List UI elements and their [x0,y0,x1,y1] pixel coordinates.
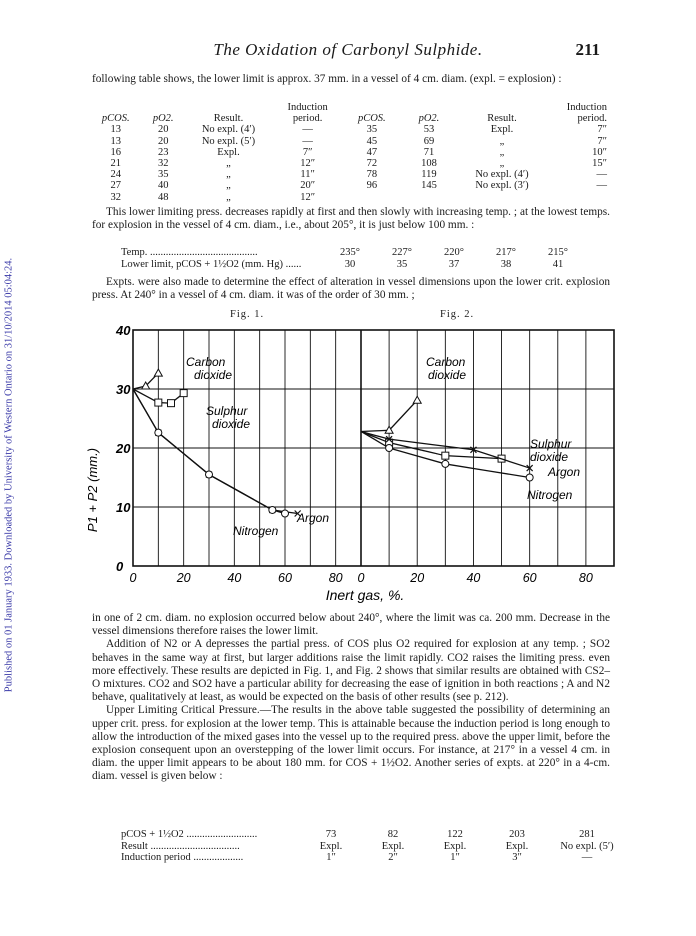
x-tick-label: 20 [410,571,425,585]
table-cell: 53 [423,124,435,136]
fig2-argon-label: Argon [548,465,581,479]
table-cell: 27 [110,180,122,192]
table-cell: 108 [421,158,437,170]
col-induction-left: Induction period. [287,102,328,125]
table-cell: „ [226,191,231,203]
table-cell: 45 [366,135,378,147]
temp-paragraph [92,206,610,232]
table-cell: — [596,169,607,181]
page-number: 211 [575,40,600,59]
table-cell: — [302,124,313,136]
limit-value: 37 [448,259,460,270]
result-row-label: Result .................................. [121,840,240,852]
temp-row-label: Temp. ......................................... [121,247,258,258]
upper-limit-table [118,829,626,864]
result-value: Expl. [381,840,405,852]
col-result-right: Result. [487,113,517,125]
col-po2-left: pO2. [152,113,174,125]
table-cell: 20″ [300,180,316,192]
discussion-text-2: Addition of N2 or A depresses the partial press. of COS plus O2 required for explosion at any temp. ; SO2 behaves in the same way at first, but larger additions raise the limit rapidly. CO2 raises the limiting press. even more effectively. These results are depicted in Fig. 1, and Fig. 2 shows that similar results are obtained with CS2–O mixtures. CO2 and SO2 have a particular ability for decreasing the ease of ignition in both reactions ; A and N2 behave, qualitatively at least, as would be expected on the basis of other results (see p. 212). [92,638,610,704]
limit-row [118,259,584,271]
fig1-nitrogen-point [155,429,162,436]
fig2-nitrogen-point [386,445,393,452]
fig1-argon-label: Argon [297,511,330,525]
table-cell: 35 [157,169,169,181]
table-cell [399,192,460,203]
x-tick-label: 0 [129,571,137,585]
x-tick-label: 60 [278,571,292,585]
fig1-sulphur-dioxide-point [168,400,175,407]
table-cell: No expl. (3′) [475,180,529,192]
temp-value: 215° [548,247,568,258]
fig2-nitrogen-point [442,460,449,467]
table-row [92,169,610,180]
fig1-so2-label-2: dioxide [212,417,251,431]
y-tick-label: 10 [116,500,131,515]
fig1-nitrogen-point [269,506,276,513]
table-row [92,147,610,158]
table-cell: 7″ [597,135,607,147]
table-cell: 16 [110,146,122,158]
table-cell [545,192,610,203]
fig1-co2-label-1: Carbon [186,355,226,369]
table-cell: No expl. (4′) [475,169,529,181]
results-table [92,102,610,203]
fig2-carbon-dioxide-point [413,396,421,403]
limit-value: 41 [552,259,564,270]
table-cell: 119 [421,169,437,181]
results-table-grid [92,102,610,203]
table-cell: 32 [110,191,122,203]
fig2-co2-label-2: dioxide [428,368,467,382]
result-value: Expl. [319,840,343,852]
result-value: No expl. (5′) [560,840,614,852]
table-cell: 69 [423,135,435,147]
fig2-nitrogen-label: Nitrogen [527,488,573,502]
table-cell: 11″ [300,169,315,181]
pressure-value: 82 [387,829,399,840]
x-tick-label: 80 [578,571,593,585]
fig2-so2-label-1: Sulphur [530,437,572,451]
table-cell: 96 [366,180,378,192]
table-cell: 13 [110,124,122,136]
results-table-body [92,124,610,202]
table-cell: 32 [157,158,169,170]
table-cell: 71 [423,146,435,158]
discussion-paragraphs [92,612,610,784]
running-title: The Oxidation of Carbonyl Sulphide. [213,40,483,59]
table-cell: 20 [157,124,169,136]
table-cell: „ [226,180,231,192]
figure-panel [85,322,622,610]
table-cell: 47 [366,146,378,158]
y-tick-label: 0 [116,559,124,574]
x-tick-label: 60 [522,571,537,585]
fig1-nitrogen-point [206,471,213,478]
temp-text: This lower limiting press. decreases rapidly at first and then slowly with increasing temp. ; at the lowest temps. for explosion in the vessel of 4 cm. diam., i.e., about 205°, it is just below 100 mm. : [92,206,610,232]
table-row [92,124,610,135]
table-cell: 24 [110,169,122,181]
table-cell: No expl. (5′) [201,135,256,147]
table-cell: 23 [157,146,169,158]
table-cell: 35 [366,124,378,136]
y-axis-label: P1 + P2 (mm.) [85,447,100,533]
fig1-sulphur-dioxide-point [180,390,187,397]
pressure-value: 122 [447,829,463,840]
limit-value: 30 [344,259,356,270]
table-row [92,180,610,191]
fig1-nitrogen-point [282,510,289,517]
pressure-value: 73 [325,829,337,840]
table-row [92,136,610,147]
pressure-value: 281 [579,829,595,840]
table-cell: „ [226,158,231,170]
temp-row [118,247,584,259]
temp-value: 220° [444,247,464,258]
vessel-paragraph [92,276,610,302]
download-stamp-text: Published on 01 January 1933. Downloaded by University of Western Ontario on 31/10/2014 05:04:24. [3,257,15,693]
table-cell [459,192,544,203]
table-cell: „ [499,158,505,170]
lower-limit-grid [118,247,584,271]
table-cell: 15″ [592,158,607,170]
temp-value: 217° [496,247,516,258]
table-row [92,192,610,203]
table-cell: 20 [157,135,169,147]
table-cell: „ [499,146,505,158]
induction-value: 1″ [326,852,336,863]
induction-row [118,852,626,864]
table-cell [345,192,398,203]
table-cell: 12″ [300,158,316,170]
result-row [118,841,626,853]
col-pcos-right: pCOS. [357,113,386,125]
col-result-left: Result. [213,113,244,125]
vessel-text: Expts. were also made to determine the effect of alteration in vessel dimensions upon the lower crit. explosion press. At 240° in a vessel of 4 cm. diam. it was of the order of 30 mm. ; [92,276,610,302]
table-cell: 7″ [597,124,607,136]
download-stamp [2,130,16,820]
result-value: Expl. [443,840,467,852]
fig2-caption: Fig. 2. [440,309,475,320]
fig2-sulphur-dioxide-point [442,452,449,459]
table-cell: Expl. [217,146,240,158]
result-value: Expl. [505,840,529,852]
temp-value: 235° [340,247,360,258]
fig1-nitrogen-label: Nitrogen [233,524,279,538]
fig1-sulphur-dioxide-point [155,399,162,406]
induction-row-label: Induction period ................... [121,852,244,863]
table-cell: 10″ [592,146,607,158]
upper-limit-text: Upper Limiting Critical Pressure.—The results in the above table suggested the possibility of determining an upper crit. press. for explosion at the lower temp. This is attainable because the induction period is long enough to allow the introduction of the mixed gases into the vessel up to the required press. above the upper limit, before the explosion consequent upon an overstepping of the lower limit occurs. For instance, at 217° in a vessel 4 cm. in diam. the upper limit appears to be about 180 mm. for COS + 1½O2. Another series of expts. at 220° in a 4-cm. diam. vessel is given below : [92,704,610,783]
pressure-row [118,829,626,841]
table-cell: 78 [366,169,378,181]
table-cell: 13 [110,135,122,147]
limit-value: 38 [500,259,512,270]
y-tick-label: 30 [116,382,131,397]
table-cell: — [596,180,607,192]
fig1-caption: Fig. 1. [230,309,265,320]
x-tick-label: 40 [227,571,242,585]
intro-text: following table shows, the lower limit is approx. 37 mm. in a vessel of 4 cm. diam. (expl. = explosion) : [92,73,562,85]
col-po2-right: pO2. [418,113,440,125]
fig2-co2-label-1: Carbon [426,355,466,369]
table-cell: 145 [421,180,437,192]
temp-value: 227° [392,247,412,258]
col-induction-right: Induction period. [566,102,607,125]
table-row [92,158,610,169]
upper-limit-grid [118,829,626,864]
x-axis-label: Inert gas, %. [325,587,405,603]
table-cell: No expl. (4′) [201,124,256,136]
limit-value: 35 [396,259,408,270]
fig2-so2-label-2: dioxide [530,450,569,464]
table-cell: — [302,135,313,147]
induction-value: 3″ [512,852,522,863]
fig1-co2-label-2: dioxide [194,368,233,382]
y-tick-label: 20 [116,441,131,456]
table-cell: 40 [157,180,169,192]
intro-paragraph [92,73,610,86]
x-tick-label: 80 [328,571,343,585]
table-cell: „ [226,169,231,181]
table-cell: 7″ [302,146,313,158]
lower-limit-table [118,247,584,271]
table-cell: Expl. [490,124,514,136]
pressure-row-label: pCOS + 1½O2 ........................... [121,829,258,840]
table-cell: „ [499,135,505,147]
limit-row-label: Lower limit, pCOS + 1½O2 (mm. Hg) ...... [121,259,302,270]
fig1-so2-label-1: Sulphur [206,404,248,418]
table-cell: 72 [366,158,378,170]
induction-value: — [581,852,593,863]
y-tick-label: 40 [116,323,131,338]
col-pcos-left: pCOS. [101,113,130,125]
fig1-carbon-dioxide-point [154,369,162,376]
x-tick-label: 0 [357,571,365,585]
table-cell: 21 [110,158,122,170]
induction-value: 2″ [388,852,398,863]
table-cell: 12″ [300,191,316,203]
x-tick-label: 40 [466,571,481,585]
x-tick-label: 20 [176,571,191,585]
induction-value: 1″ [450,852,460,863]
pressure-value: 203 [509,829,525,840]
discussion-text-1: in one of 2 cm. diam. no explosion occurred below about 240°, where the limit was ca. 200 mm. Decrease in the vessel dimensions therefore raises the lower limit. [92,612,610,638]
fig2-nitrogen-point [526,474,533,481]
table-cell: 48 [157,191,169,203]
